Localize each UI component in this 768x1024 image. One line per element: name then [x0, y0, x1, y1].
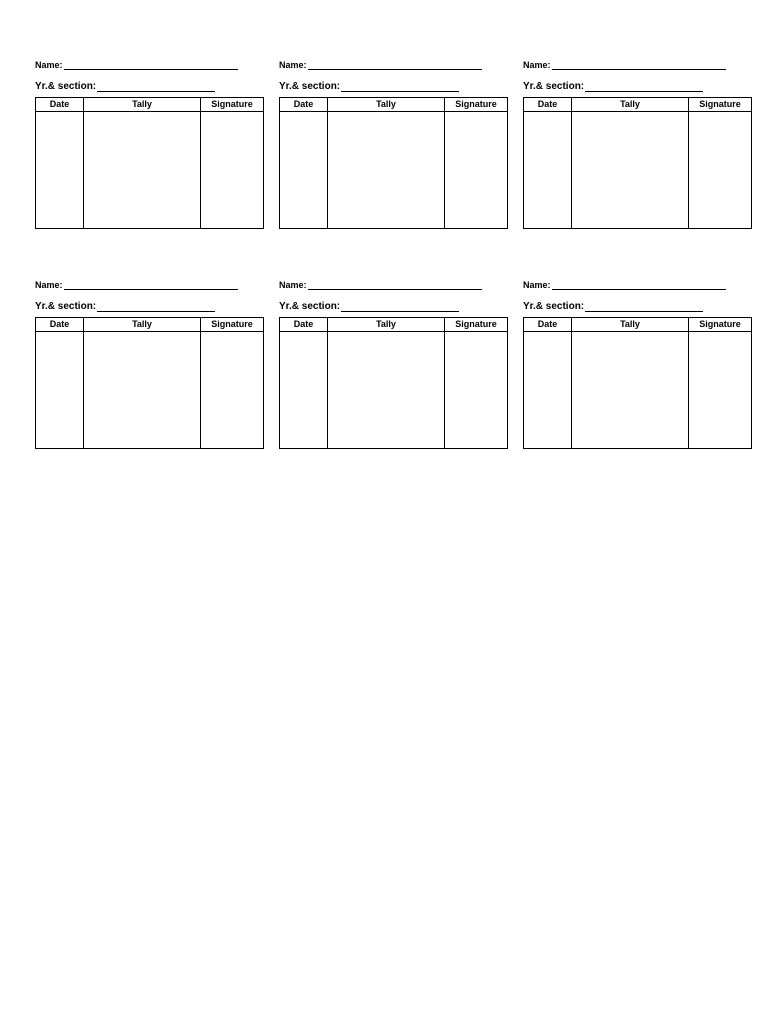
name-label: Name:: [279, 60, 307, 70]
signature-header: Signature: [445, 318, 508, 332]
tally-header: Tally: [328, 318, 445, 332]
signature-header: Signature: [201, 98, 264, 112]
section-label: Yr.& section:: [523, 81, 585, 92]
tally-cell[interactable]: [572, 332, 689, 449]
tally-cell[interactable]: [328, 332, 445, 449]
signature-cell[interactable]: [201, 112, 264, 229]
section-blank-line[interactable]: [585, 303, 703, 312]
section-label: Yr.& section:: [35, 301, 97, 312]
signature-header: Signature: [689, 98, 752, 112]
tally-table: [35, 97, 264, 229]
date-cell[interactable]: [36, 112, 84, 229]
section-blank-line[interactable]: [341, 303, 459, 312]
section-blank-line[interactable]: [341, 83, 459, 92]
section-field: [279, 299, 507, 312]
tally-card-3: [523, 58, 751, 229]
name-field: [279, 278, 507, 290]
tally-card-2: [279, 58, 507, 229]
tally-table: [279, 317, 508, 449]
section-field: [279, 79, 507, 92]
signature-header: Signature: [445, 98, 508, 112]
tally-header: Tally: [328, 98, 445, 112]
name-label: Name:: [523, 280, 551, 290]
section-label: Yr.& section:: [523, 301, 585, 312]
date-cell[interactable]: [36, 332, 84, 449]
name-blank-line[interactable]: [552, 61, 726, 70]
tally-cell[interactable]: [84, 112, 201, 229]
signature-header: Signature: [689, 318, 752, 332]
tally-header: Tally: [572, 98, 689, 112]
date-header: Date: [524, 318, 572, 332]
tally-card-5: [279, 278, 507, 449]
name-blank-line[interactable]: [308, 281, 482, 290]
name-field: [35, 58, 263, 70]
date-header: Date: [280, 98, 328, 112]
signature-cell[interactable]: [201, 332, 264, 449]
tally-table: [523, 97, 752, 229]
section-blank-line[interactable]: [585, 83, 703, 92]
date-header: Date: [280, 318, 328, 332]
tally-header: Tally: [84, 318, 201, 332]
name-label: Name:: [35, 280, 63, 290]
name-field: [279, 58, 507, 70]
tally-table: [35, 317, 264, 449]
name-blank-line[interactable]: [308, 61, 482, 70]
tally-cell[interactable]: [328, 112, 445, 229]
name-field: [523, 278, 751, 290]
date-header: Date: [36, 318, 84, 332]
tally-header: Tally: [84, 98, 201, 112]
tally-card-6: [523, 278, 751, 449]
section-blank-line[interactable]: [97, 303, 215, 312]
date-cell[interactable]: [280, 112, 328, 229]
date-header: Date: [36, 98, 84, 112]
tally-cell[interactable]: [572, 112, 689, 229]
tally-table: [523, 317, 752, 449]
name-blank-line[interactable]: [64, 61, 238, 70]
section-label: Yr.& section:: [279, 81, 341, 92]
date-header: Date: [524, 98, 572, 112]
name-field: [35, 278, 263, 290]
tally-cell[interactable]: [84, 332, 201, 449]
name-blank-line[interactable]: [552, 281, 726, 290]
signature-cell[interactable]: [689, 112, 752, 229]
signature-cell[interactable]: [689, 332, 752, 449]
signature-header: Signature: [201, 318, 264, 332]
date-cell[interactable]: [280, 332, 328, 449]
section-label: Yr.& section:: [35, 81, 97, 92]
section-blank-line[interactable]: [97, 83, 215, 92]
name-blank-line[interactable]: [64, 281, 238, 290]
tally-card-4: [35, 278, 263, 449]
section-field: [35, 299, 263, 312]
section-field: [523, 79, 751, 92]
name-label: Name:: [35, 60, 63, 70]
name-field: [523, 58, 751, 70]
section-label: Yr.& section:: [279, 301, 341, 312]
name-label: Name:: [279, 280, 307, 290]
signature-cell[interactable]: [445, 332, 508, 449]
tally-table: [279, 97, 508, 229]
tally-header: Tally: [572, 318, 689, 332]
date-cell[interactable]: [524, 332, 572, 449]
date-cell[interactable]: [524, 112, 572, 229]
name-label: Name:: [523, 60, 551, 70]
tally-card-1: [35, 58, 263, 229]
section-field: [523, 299, 751, 312]
section-field: [35, 79, 263, 92]
signature-cell[interactable]: [445, 112, 508, 229]
